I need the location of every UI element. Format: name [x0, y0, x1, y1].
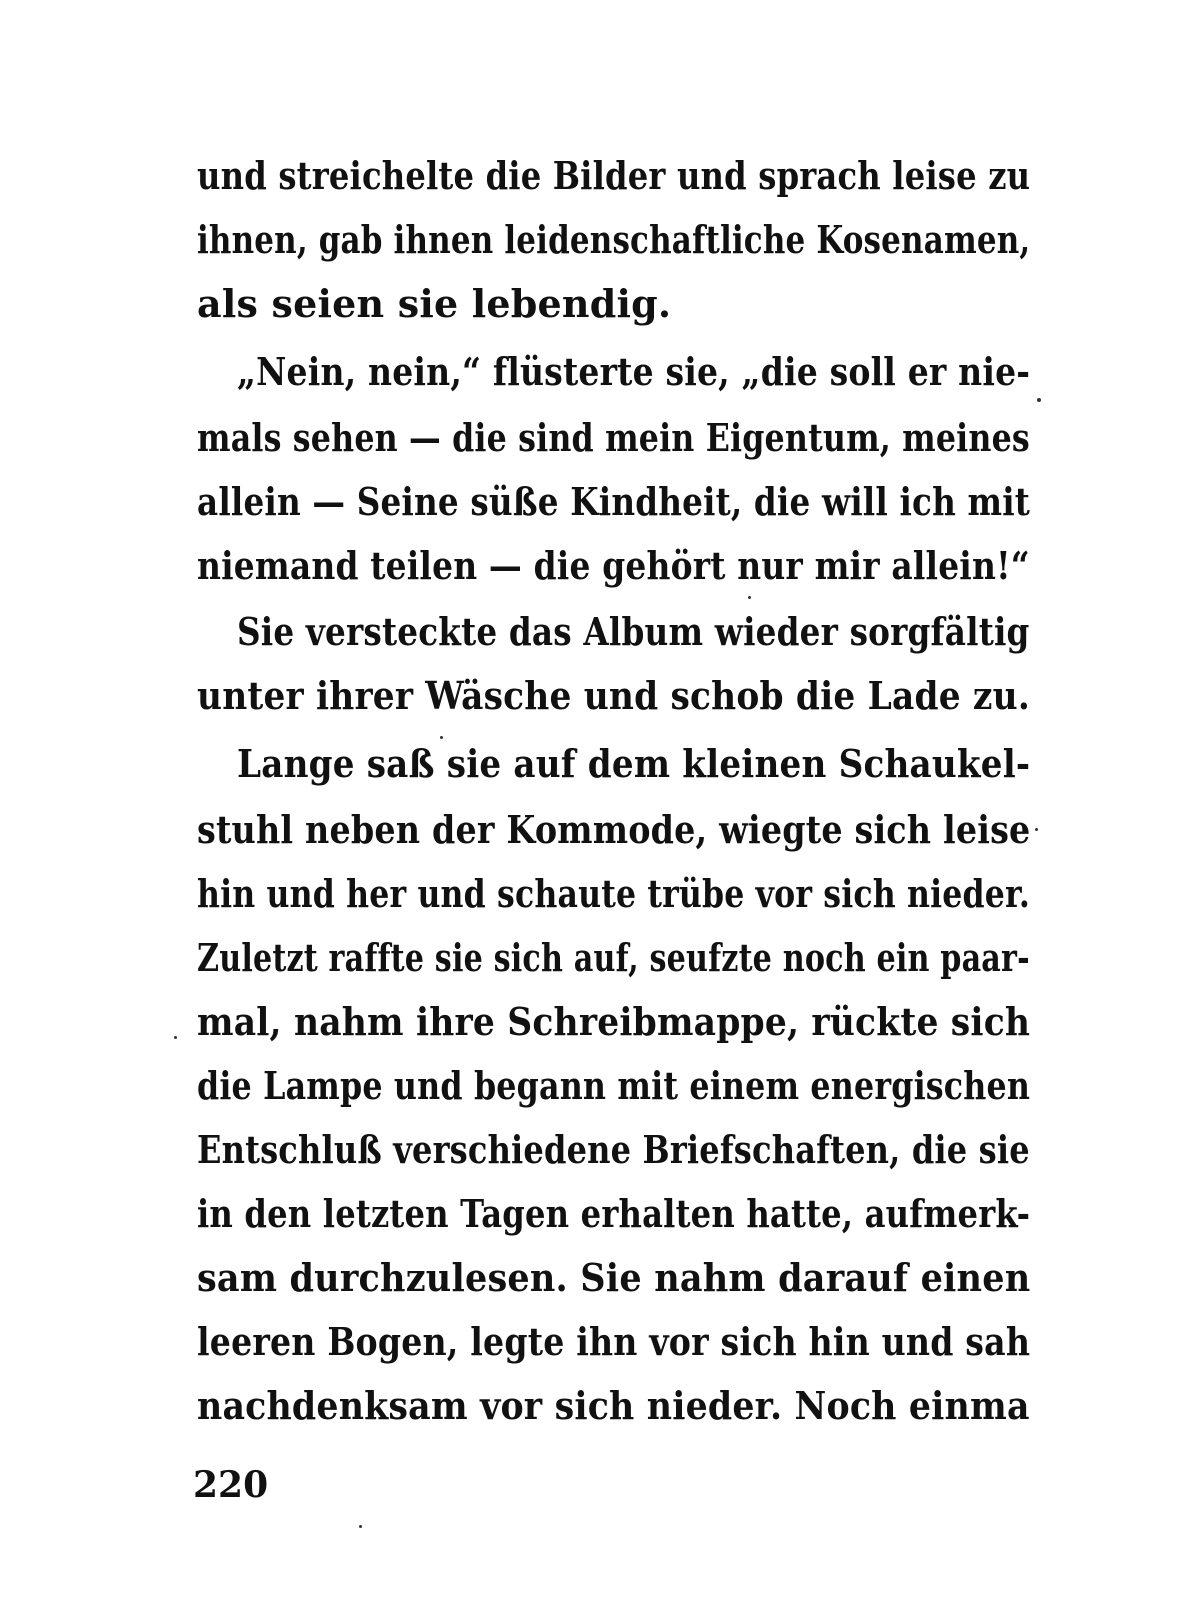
text-line: und streichelte die Bilder und sprach leise zu [197, 153, 1031, 198]
text-line: als seien sie lebendig. [197, 281, 672, 326]
text-line: hin und her und schaute trübe vor sich nieder. [197, 871, 1031, 916]
text-line: nachdenksam vor sich nieder. Noch einma [197, 1383, 1030, 1428]
text-line: die Lampe und begann mit einem energischen [197, 1063, 1031, 1108]
text-line: Sie versteckte das Album wieder sorgfältig [237, 609, 1030, 654]
text-line: sam durchzulesen. Sie nahm darauf einen [197, 1255, 1031, 1300]
text-line: ihnen, gab ihnen leidenschaftliche Kosenamen, [197, 217, 1031, 262]
text-line: stuhl neben der Kommode, wiegte sich leise [197, 807, 1031, 852]
text-line: mal, nahm ihre Schreibmappe, rückte sich [197, 999, 1031, 1044]
scan-speck [440, 736, 443, 739]
text-line: Lange saß sie auf dem kleinen Schaukel- [237, 741, 1031, 786]
scan-speck [1035, 828, 1038, 831]
scan-speck [1037, 398, 1041, 402]
page-number: 220 [193, 1464, 269, 1506]
scan-speck [748, 596, 751, 599]
text-line: niemand teilen — die gehört nur mir allein!“ [197, 543, 1030, 588]
text-line: allein — Seine süße Kindheit, die will ich mit [197, 479, 1031, 524]
text-line: Entschluß verschiedene Briefschaften, die sie [197, 1127, 1030, 1172]
text-line: Zuletzt raffte sie sich auf, seufzte noch ein paar- [197, 935, 1030, 980]
text-line: „Nein, nein,“ flüsterte sie, „die soll er nie- [237, 349, 1031, 394]
text-line: mals sehen — die sind mein Eigentum, meines [197, 415, 1030, 460]
text-line: leeren Bogen, legte ihn vor sich hin und sah [197, 1319, 1031, 1364]
text-line: in den letzten Tagen erhalten hatte, aufmerk- [197, 1191, 1031, 1236]
text-line: unter ihrer Wäsche und schob die Lade zu. [197, 673, 1031, 718]
scan-speck [174, 1036, 177, 1039]
scan-speck [359, 1525, 362, 1528]
